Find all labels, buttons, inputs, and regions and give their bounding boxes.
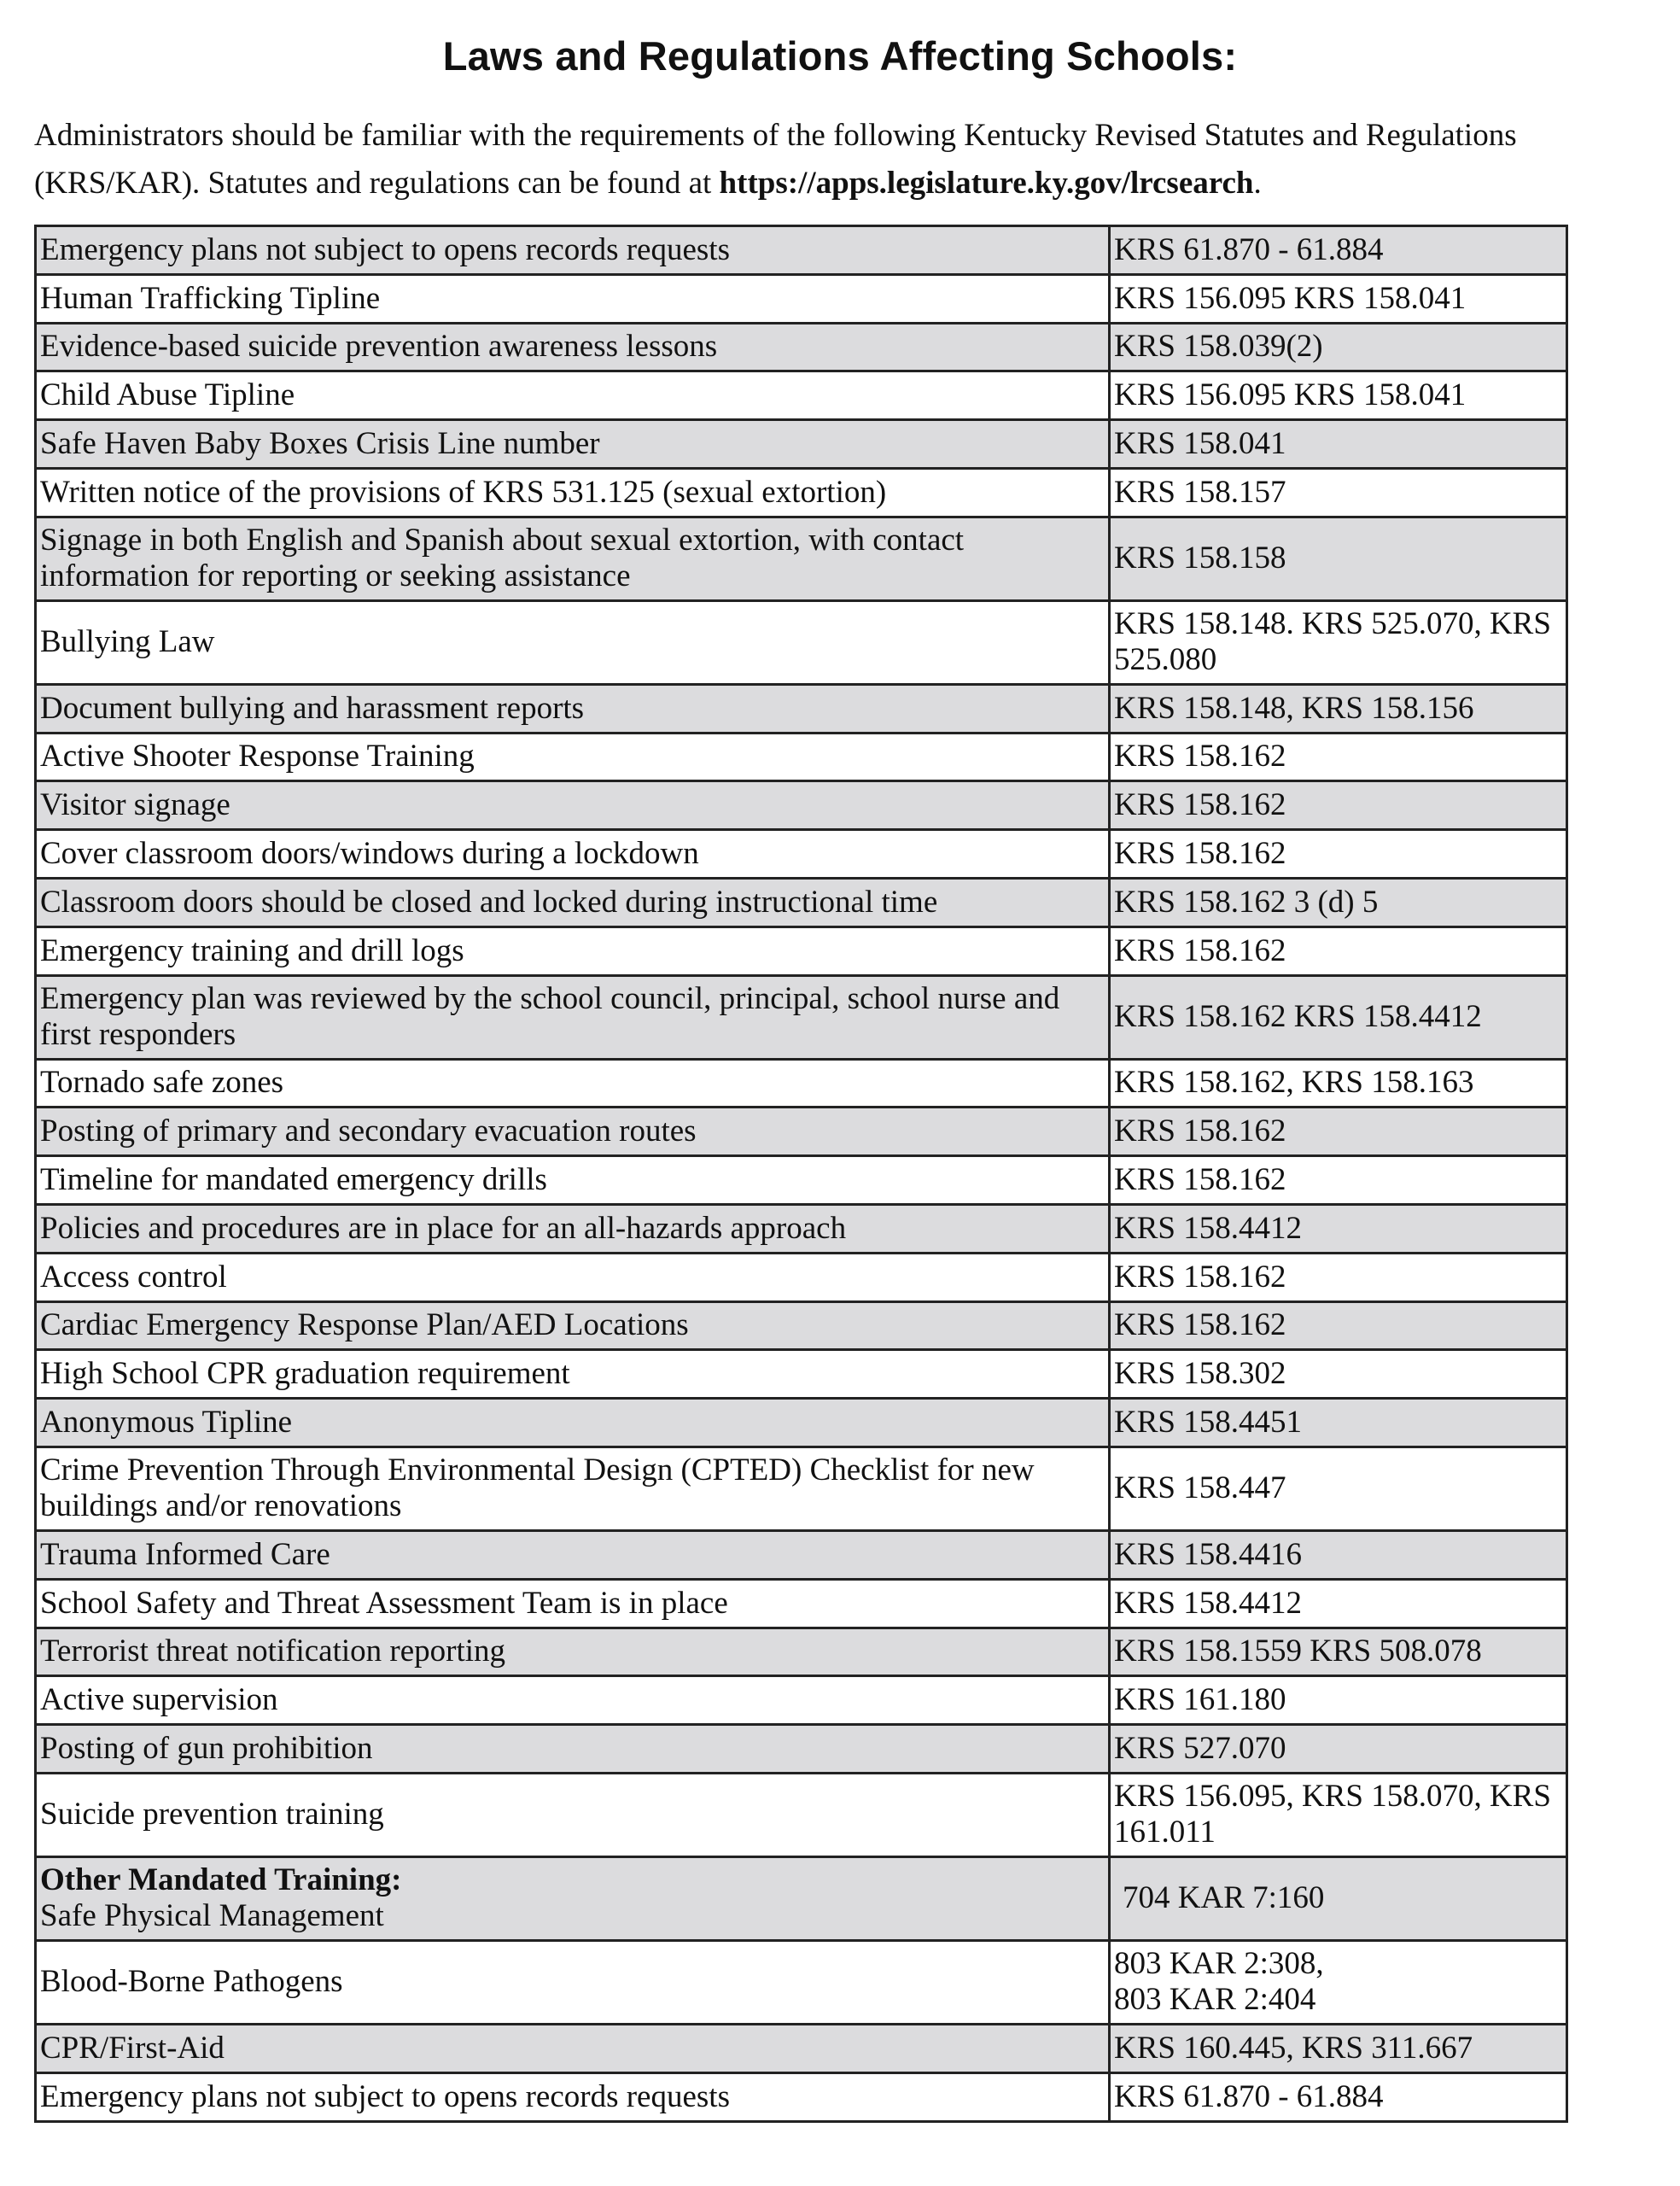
requirement-cell: Terrorist threat notification reporting (36, 1628, 1110, 1676)
statute-cell: KRS 158.041 (1110, 420, 1567, 469)
requirement-cell: Emergency plans not subject to opens records requests (36, 226, 1110, 275)
table-row (36, 1940, 1567, 2024)
statute-cell: KRS 158.162 (1110, 1108, 1567, 1156)
statute-line: 803 KAR 2:404 (1114, 1982, 1316, 2018)
table-row (36, 226, 1567, 275)
table-row (36, 1579, 1567, 1628)
table-row (36, 1350, 1567, 1399)
requirement-cell: Emergency plan was reviewed by the school council, principal, school nurse and first responders (36, 975, 1110, 1059)
statute-line: 803 KAR 2:308, (1114, 1946, 1324, 1982)
statute-cell: KRS 158.4416 (1110, 1530, 1567, 1579)
requirement-cell: Tornado safe zones (36, 1059, 1110, 1108)
intro-end: . (1253, 166, 1262, 201)
requirement-cell: Active supervision (36, 1676, 1110, 1725)
table-row (36, 1399, 1567, 1447)
statute-cell: KRS 158.162 (1110, 1301, 1567, 1350)
requirement-cell: Visitor signage (36, 781, 1110, 830)
statute-cell: KRS 158.158 (1110, 517, 1567, 600)
requirement-cell: Trauma Informed Care (36, 1530, 1110, 1579)
requirement-cell: Safe Haven Baby Boxes Crisis Line number (36, 420, 1110, 469)
requirement-cell: School Safety and Threat Assessment Team is in place (36, 1579, 1110, 1628)
table-row (36, 684, 1567, 733)
statute-cell: KRS 161.180 (1110, 1676, 1567, 1725)
statute-cell: 704 KAR 7:160 (1110, 1856, 1567, 1940)
requirement-cell: Human Trafficking Tipline (36, 274, 1110, 323)
statute-cell: KRS 158.302 (1110, 1350, 1567, 1399)
requirement-cell: Signage in both English and Spanish about sexual extortion, with contact information for reporting or seeking assistance (36, 517, 1110, 600)
statute-cell: KRS 156.095, KRS 158.070, KRS 161.011 (1110, 1773, 1567, 1856)
table-row (36, 420, 1567, 469)
requirement-cell: Timeline for mandated emergency drills (36, 1156, 1110, 1205)
other-training-item: Safe Physical Management (40, 1898, 384, 1934)
statute-cell: KRS 158.162 3 (d) 5 (1110, 878, 1567, 926)
table-row (36, 600, 1567, 684)
requirement-cell: CPR/First-Aid (36, 2024, 1110, 2072)
table-row (36, 1156, 1567, 1205)
table-row (36, 1204, 1567, 1253)
table-row (36, 1773, 1567, 1856)
table-row (36, 1059, 1567, 1108)
table-row (36, 1301, 1567, 1350)
table-row (36, 975, 1567, 1059)
table-row (36, 733, 1567, 781)
table-row (36, 926, 1567, 975)
requirement-cell: Cover classroom doors/windows during a lockdown (36, 830, 1110, 879)
requirement-cell: Anonymous Tipline (36, 1399, 1110, 1447)
requirement-cell: Blood-Borne Pathogens (36, 1940, 1110, 2024)
table-row (36, 517, 1567, 600)
statute-cell: KRS 158.447 (1110, 1447, 1567, 1530)
statute-cell: KRS 61.870 - 61.884 (1110, 226, 1567, 275)
requirement-cell: Bullying Law (36, 600, 1110, 684)
page-title: Laws and Regulations Affecting Schools: (442, 33, 1238, 79)
requirement-cell: Written notice of the provisions of KRS 531.125 (sexual extortion) (36, 468, 1110, 517)
laws-table (34, 225, 1568, 2123)
statute-cell: KRS 160.445, KRS 311.667 (1110, 2024, 1567, 2072)
statute-cell: KRS 158.148, KRS 158.156 (1110, 684, 1567, 733)
statute-cell: KRS 156.095 KRS 158.041 (1110, 274, 1567, 323)
statute-cell: KRS 158.162 (1110, 830, 1567, 879)
statute-cell: KRS 158.4412 (1110, 1204, 1567, 1253)
statute-cell: KRS 158.162 (1110, 1156, 1567, 1205)
requirement-cell: Evidence-based suicide prevention awareness lessons (36, 323, 1110, 371)
statute-cell: KRS 158.039(2) (1110, 323, 1567, 371)
requirement-cell: Suicide prevention training (36, 1773, 1110, 1856)
statute-cell: KRS 158.162 (1110, 733, 1567, 781)
requirement-cell: Classroom doors should be closed and locked during instructional time (36, 878, 1110, 926)
table-row (36, 781, 1567, 830)
statute-cell: KRS 158.4412 (1110, 1579, 1567, 1628)
table-row (36, 371, 1567, 420)
statute-cell (1110, 1940, 1567, 2024)
requirement-cell: Child Abuse Tipline (36, 371, 1110, 420)
table-row (36, 878, 1567, 926)
statute-cell: KRS 158.162 KRS 158.4412 (1110, 975, 1567, 1059)
table-row (36, 2072, 1567, 2121)
statute-cell: KRS 158.162 (1110, 926, 1567, 975)
statute-cell: KRS 158.157 (1110, 468, 1567, 517)
other-training-heading: Other Mandated Training: (40, 1862, 402, 1898)
table-row (36, 323, 1567, 371)
statute-cell: KRS 158.1559 KRS 508.078 (1110, 1628, 1567, 1676)
statute-cell: KRS 61.870 - 61.884 (1110, 2072, 1567, 2121)
table-row (36, 1628, 1567, 1676)
requirement-cell: Emergency training and drill logs (36, 926, 1110, 975)
statute-cell: KRS 158.148. KRS 525.070, KRS 525.080 (1110, 600, 1567, 684)
table-row-other-training (36, 1856, 1567, 1940)
table-row (36, 468, 1567, 517)
table-row (36, 2024, 1567, 2072)
requirement-cell: Cardiac Emergency Response Plan/AED Locations (36, 1301, 1110, 1350)
table-row (36, 1725, 1567, 1774)
statute-cell: KRS 156.095 KRS 158.041 (1110, 371, 1567, 420)
statute-cell: KRS 527.070 (1110, 1725, 1567, 1774)
requirement-cell: Posting of gun prohibition (36, 1725, 1110, 1774)
requirement-cell (36, 1856, 1110, 1940)
statute-cell: KRS 158.162, KRS 158.163 (1110, 1059, 1567, 1108)
intro-paragraph (34, 112, 1656, 207)
legislature-url: https://apps.legislature.ky.gov/lrcsearch (719, 166, 1254, 201)
table-row (36, 1108, 1567, 1156)
table-row (36, 830, 1567, 879)
statute-cell: KRS 158.162 (1110, 1253, 1567, 1301)
requirement-cell: Emergency plans not subject to opens records requests (36, 2072, 1110, 2121)
requirement-cell: High School CPR graduation requirement (36, 1350, 1110, 1399)
requirement-cell: Access control (36, 1253, 1110, 1301)
statute-cell: KRS 158.162 (1110, 781, 1567, 830)
table-row (36, 1253, 1567, 1301)
requirement-cell: Crime Prevention Through Environmental Design (CPTED) Checklist for new buildings and/or renovations (36, 1447, 1110, 1530)
table-row (36, 274, 1567, 323)
intro-text: Administrators should be familiar with the requirements of the following Kentucky Revised Statutes and Regulations (KRS/KAR). Statutes and regulations can be found at (34, 118, 1517, 201)
requirement-cell: Document bullying and harassment reports (36, 684, 1110, 733)
table-row (36, 1676, 1567, 1725)
table-row (36, 1530, 1567, 1579)
requirement-cell: Active Shooter Response Training (36, 733, 1110, 781)
requirement-cell: Posting of primary and secondary evacuation routes (36, 1108, 1110, 1156)
table-row (36, 1447, 1567, 1530)
requirement-cell: Policies and procedures are in place for an all-hazards approach (36, 1204, 1110, 1253)
statute-cell: KRS 158.4451 (1110, 1399, 1567, 1447)
